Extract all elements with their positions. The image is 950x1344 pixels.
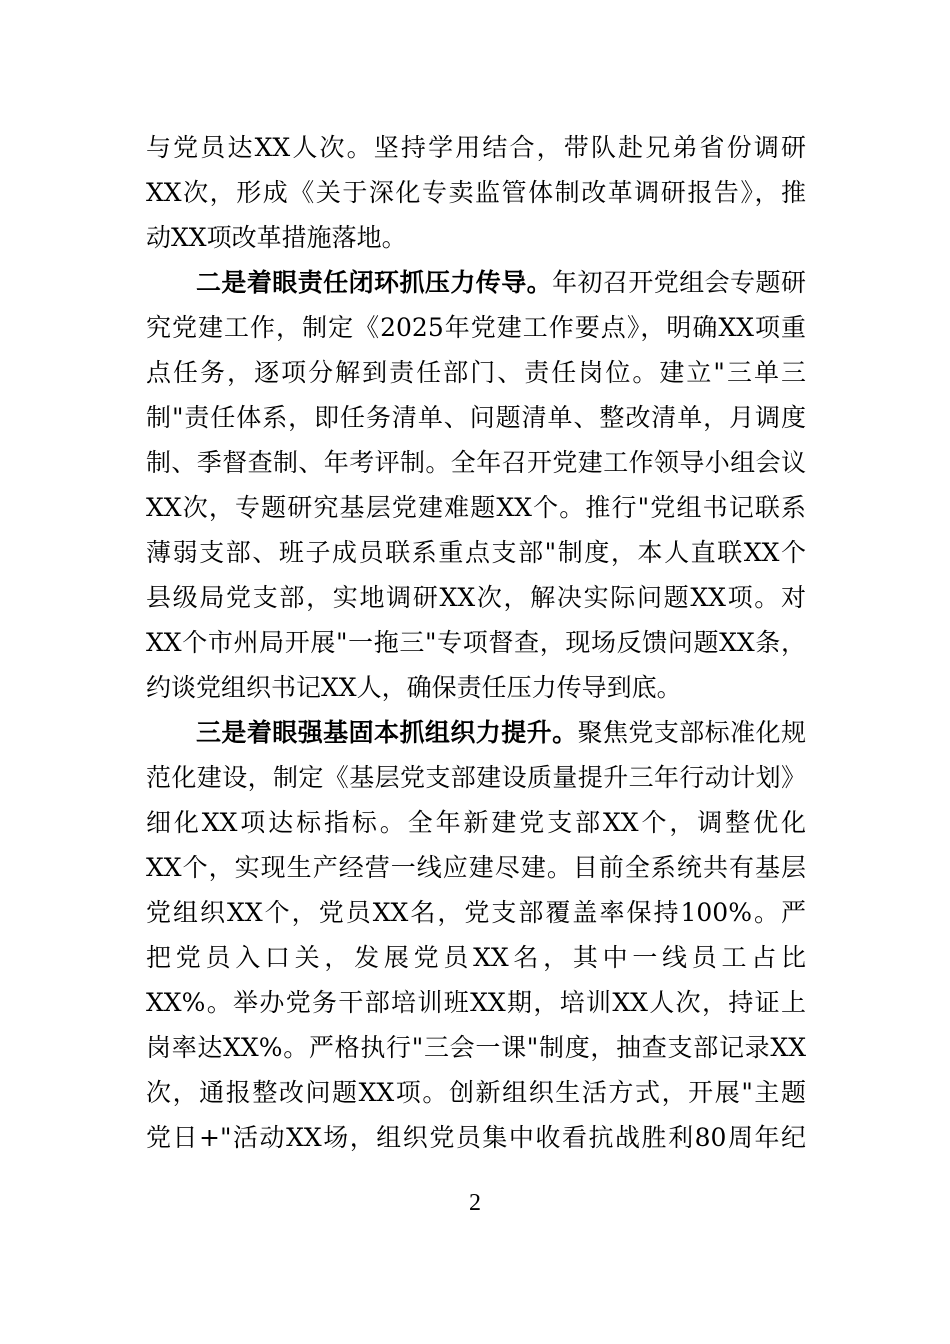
body-line: 党组织XX个，党员XX名，党支部覆盖率保持100%。严 [146,898,806,927]
body-line: 制、季督查制、年考评制。全年召开党建工作领导小组会议 [146,448,806,477]
body-line: 制"责任体系，即任务清单、问题清单、整改清单，月调度 [146,403,806,432]
body-line: 薄弱支部、班子成员联系重点支部"制度，本人直联XX个 [146,538,806,567]
body-line: 岗率达XX%。严格执行"三会一课"制度，抽查支部记录XX [146,1033,806,1062]
body-line: XX次，形成《关于深化专卖监管体制改革调研报告》，推 [146,178,806,207]
body-line: 点任务，逐项分解到责任部门、责任岗位。建立"三单三 [146,358,806,387]
section-heading-line: 三是着眼强基固本抓组织力提升。聚焦党支部标准化规 [196,718,806,747]
body-line: 动XX项改革措施落地。 [146,223,407,252]
body-line: 究党建工作，制定《2025年党建工作要点》，明确XX项重 [146,313,806,342]
body-line: XX次，专题研究基层党建难题XX个。推行"党组书记联系 [146,493,806,522]
body-line: 约谈党组织书记XX人，确保责任压力传导到底。 [146,673,682,702]
body-line: XX%。举办党务干部培训班XX期，培训XX人次，持证上 [146,988,806,1017]
body-line: 范化建设，制定《基层党支部建设质量提升三年行动计划》 [146,763,806,792]
body-line: 把党员入口关，发展党员XX名，其中一线员工占比 [146,943,806,972]
body-line: XX个市州局开展"一拖三"专项督查，现场反馈问题XX条， [146,628,806,657]
body-line: XX个，实现生产经营一线应建尽建。目前全系统共有基层 [146,853,806,882]
body-line: 县级局党支部，实地调研XX次，解决实际问题XX项。对 [146,583,806,612]
page-number: 2 [469,1190,481,1216]
section-heading-line: 二是着眼责任闭环抓压力传导。年初召开党组会专题研 [196,268,806,297]
body-line: 党日+"活动XX场，组织党员集中收看抗战胜利80周年纪 [146,1123,806,1152]
body-line: 细化XX项达标指标。全年新建党支部XX个，调整优化 [146,808,806,837]
body-line: 与党员达XX人次。坚持学用结合，带队赴兄弟省份调研 [146,133,806,162]
section-heading: 三是着眼强基固本抓组织力提升。 [196,718,578,747]
body-line: 次，通报整改问题XX项。创新组织生活方式，开展"主题 [146,1078,806,1107]
section-heading: 二是着眼责任闭环抓压力传导。 [196,268,553,297]
